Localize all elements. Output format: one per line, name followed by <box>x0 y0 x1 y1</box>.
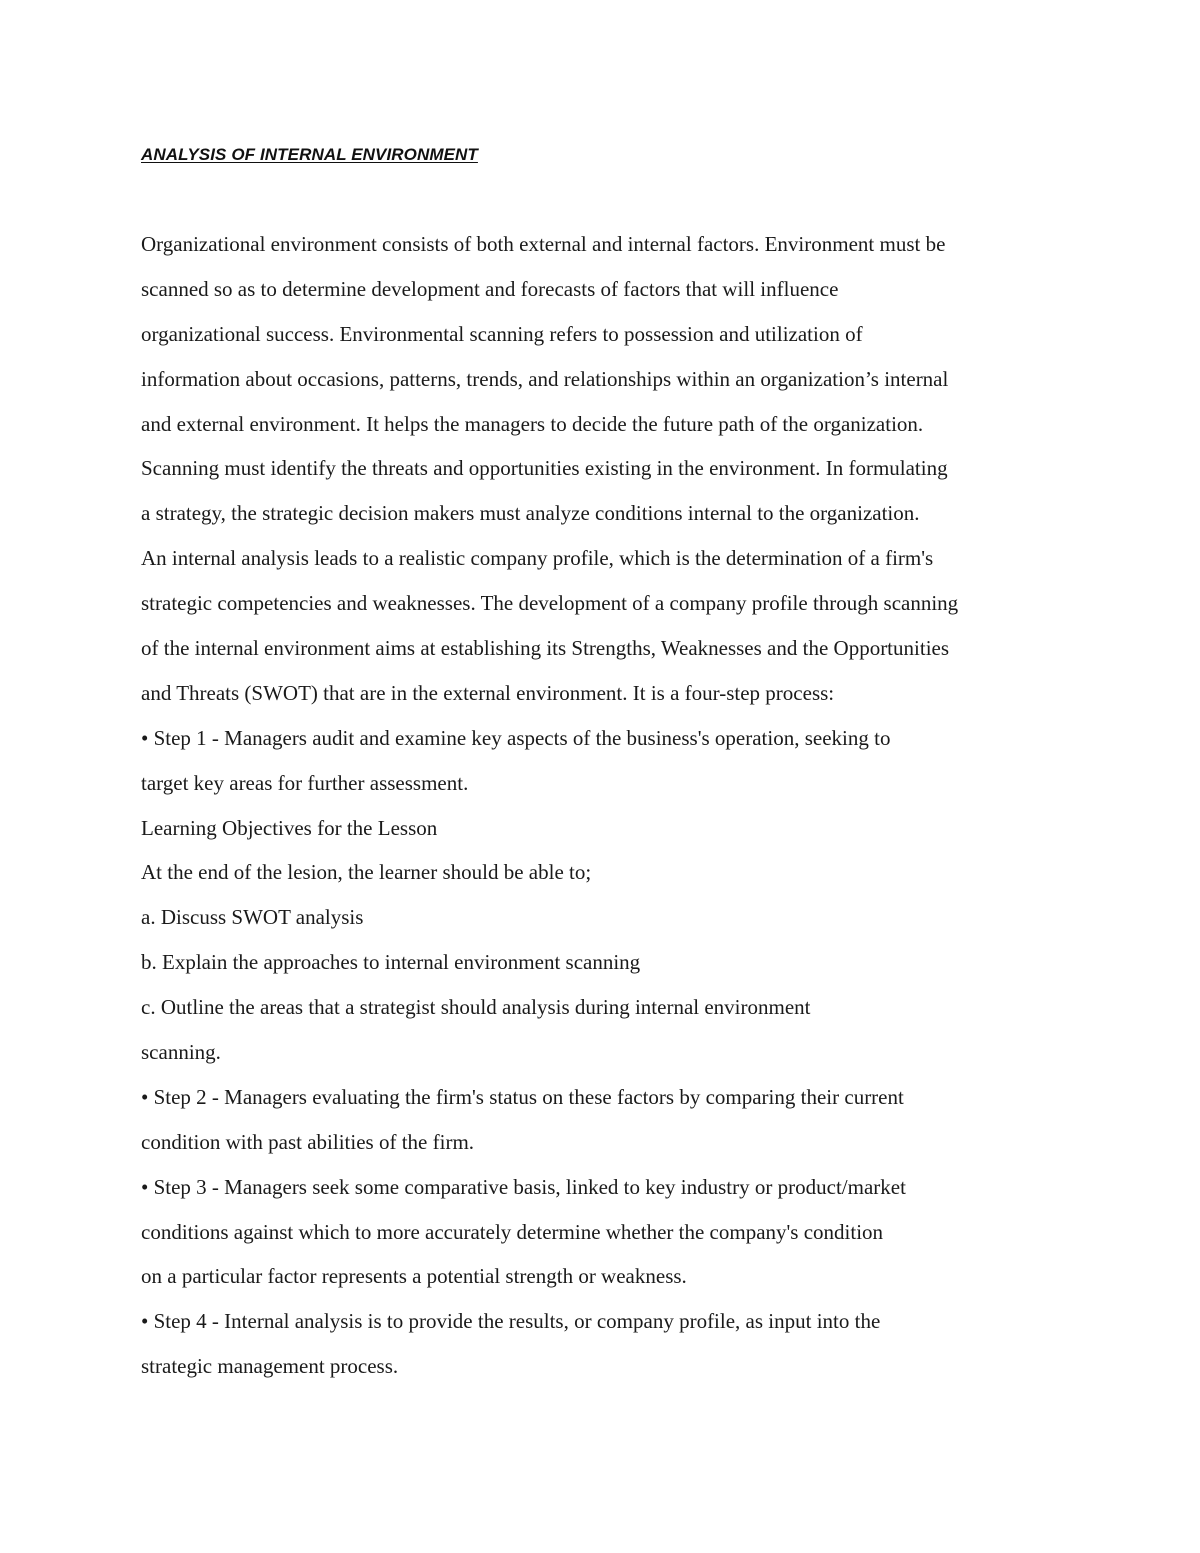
body-line: condition with past abilities of the firm. <box>141 1129 475 1154</box>
body-line: scanned so as to determine development and forecasts of factors that will influence <box>141 276 839 301</box>
body-line: Scanning must identify the threats and opportunities existing in the environment. In formulating <box>141 456 948 481</box>
body-line: information about occasions, patterns, trends, and relationships within an organization’s internal <box>141 366 949 391</box>
body-line: on a particular factor represents a potential strength or weakness. <box>141 1264 687 1289</box>
step-4-line: • Step 4 - Internal analysis is to provide the results, or company profile, as input into the <box>141 1309 881 1334</box>
step-2-line: • Step 2 - Managers evaluating the firm's status on these factors by comparing their current <box>141 1084 904 1109</box>
body-line: At the end of the lesion, the learner should be able to; <box>141 860 592 885</box>
objective-item-b: b. Explain the approaches to internal environment scanning <box>141 950 641 975</box>
body-line: conditions against which to more accurately determine whether the company's condition <box>141 1219 884 1244</box>
body-line: organizational success. Environmental scanning refers to possession and utilization of <box>141 321 863 346</box>
body-line: An internal analysis leads to a realistic company profile, which is the determination of a firm's <box>141 546 934 571</box>
body-line: scanning. <box>141 1040 221 1065</box>
learning-objectives-heading: Learning Objectives for the Lesson <box>141 815 438 840</box>
body-line: and external environment. It helps the managers to decide the future path of the organization. <box>141 411 924 436</box>
objective-item-a: a. Discuss SWOT analysis <box>141 905 364 930</box>
document-title: ANALYSIS OF INTERNAL ENVIRONMENT <box>141 145 478 164</box>
objective-item-c: c. Outline the areas that a strategist should analysis during internal environment <box>141 995 811 1020</box>
body-line: strategic competencies and weaknesses. The development of a company profile through scanning <box>141 591 959 616</box>
document-body <box>141 226 1101 1393</box>
body-line: and Threats (SWOT) that are in the external environment. It is a four-step process: <box>141 680 835 705</box>
step-3-line: • Step 3 - Managers seek some comparative basis, linked to key industry or product/market <box>141 1174 906 1199</box>
step-1-line: • Step 1 - Managers audit and examine key aspects of the business's operation, seeking to <box>141 725 891 750</box>
body-line: strategic management process. <box>141 1354 399 1379</box>
body-line: of the internal environment aims at establishing its Strengths, Weaknesses and the Opportunities <box>141 636 950 661</box>
body-line: a strategy, the strategic decision makers must analyze conditions internal to the organization. <box>141 501 920 526</box>
body-line: Organizational environment consists of both external and internal factors. Environment must be <box>141 232 946 256</box>
body-line: target key areas for further assessment. <box>141 770 469 795</box>
